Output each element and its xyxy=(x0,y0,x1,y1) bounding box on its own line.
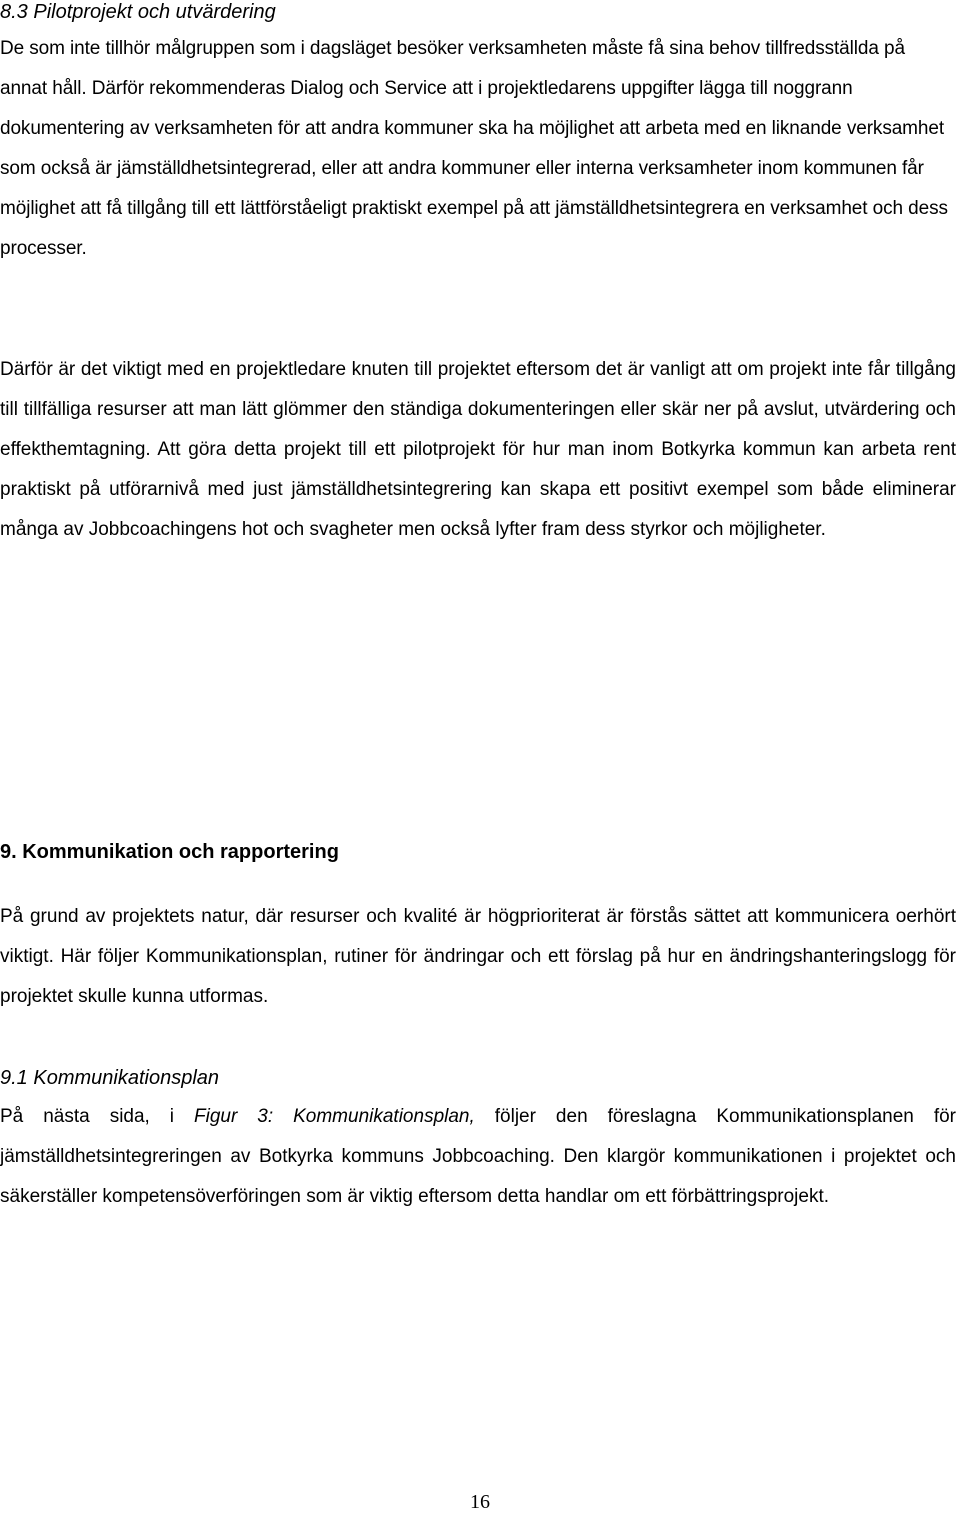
paragraph-9-1-text-end: följer den föreslagna Kommunikationsplanen för jämställdhetsintegreringen av Botkyrka kommuns Jobbcoaching. Den klargör kommunikationen i projektet och säkerställer kompetensöverföringen som är viktig eftersom detta handlar om ett förbättringsprojekt. xyxy=(0,1106,956,1207)
paragraph-9-communication: På grund av projektets natur, där resurser och kvalité är högprioriterat är förstås sättet att kommunicera oerhört viktigt. Här följer Kommunikationsplan, rutiner för ändringar och ett förslag på hur en ändringshanteringslogg för projektet skulle kunna utformas. xyxy=(0,906,956,1007)
paragraph-8-3-project-leader: Därför är det viktigt med en projektledare knuten till projektet eftersom det är vanligt att om projekt inte får tillgång till tillfälliga resurser att man lätt glömmer den ständiga dokumenteringen eller skär ner på avslut, utvärdering och effekthemtagning. Att göra detta projekt till ett pilotprojekt för hur man inom Botkyrka kommun kan arbeta rent praktiskt på utförarnivå med just jämställdhetsintegrering kan skapa ett positivt exempel som både eliminerar många av Jobbcoachingens hot och svagheter men också lyfter fram dess styrkor och möjligheter. xyxy=(0,359,956,540)
figure-reference: Figur 3: Kommunikationsplan, xyxy=(194,1106,475,1127)
section-heading-9: 9. Kommunikation och rapportering xyxy=(0,841,339,863)
paragraph-9-1-communication-plan xyxy=(0,1097,956,1217)
section-heading-8-3: 8.3 Pilotprojekt och utvärdering xyxy=(0,1,276,23)
page-number: 16 xyxy=(470,1491,490,1513)
paragraph-8-3-intro: De som inte tillhör målgruppen som i dagsläget besöker verksamheten måste få sina behov tillfredsställda på annat håll. Därför rekommenderas Dialog och Service att i projektledarens uppgifter lägga till noggrann dokumentering av verksamheten för att andra kommuner ska ha möjlighet att arbeta med en liknande verksamhet som också är jämställdhetsintegrerad, eller att andra kommuner eller interna verksamheter inom kommunen får möjlighet att få tillgång till ett lättförståeligt praktiskt exempel på att jämställdhetsintegrera en verksamhet och dess processer. xyxy=(0,38,948,259)
section-heading-9-1: 9.1 Kommunikationsplan xyxy=(0,1067,220,1089)
paragraph-9-1-text-start: På nästa sida, i xyxy=(0,1106,195,1127)
